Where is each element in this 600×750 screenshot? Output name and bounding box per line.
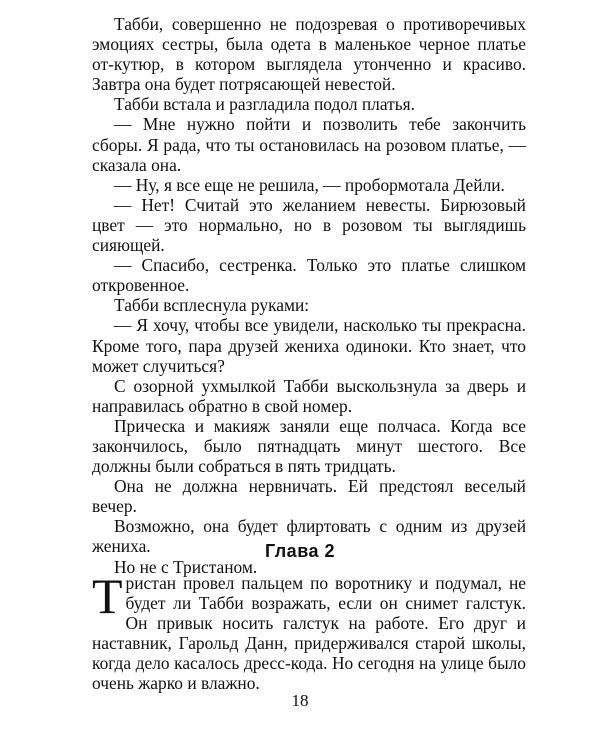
paragraph: Табби встала и разгладила подол платья. [114, 94, 415, 115]
paragraph: — Мне нужно пойти и позволить тебе закончить сборы. Я рада, что ты остановилась на розовом платье, — сказала она. [92, 114, 526, 175]
drop-cap: Т [92, 568, 123, 624]
paragraph-text: ристан провел пальцем по воротнику и подумал, не будет ли Табби возражать, если он снимет галстук. Он привык носить галстук на работе. Его друг и наставник, Гарольд Данн, придерживался старой школы, когда дело касалось дресс-кода. Но сегодня на улице было очень жарко и влажно. [92, 573, 526, 694]
paragraph: — Спасибо, сестренка. Только это платье слишком откровенное. [92, 255, 526, 296]
chapter-heading: Глава 2 [264, 541, 336, 561]
paragraph: — Нет! Считай это желанием невесты. Бирюзовый цвет — это нормально, но в розовом ты выглядишь сияющей. [92, 194, 526, 256]
paragraph: Возможно, она будет флиртовать с одним из друзей жениха. [92, 516, 526, 557]
chapter-opening-paragraph [92, 568, 526, 694]
page-number: 18 [291, 691, 309, 710]
chapter-text [92, 568, 526, 694]
paragraph: Прическа и макияж заняли еще полчаса. Когда все закончилось, было пятнадцать минут шестого. Все должны были собраться в пять тридцать. [92, 415, 526, 477]
paragraph: Табби всплеснула руками: [114, 295, 310, 316]
paragraph: Она не должна нервничать. Ей предстоял веселый вечер. [92, 476, 526, 517]
paragraph: Но не с Тристаном. [114, 556, 258, 577]
section-text [92, 14, 526, 577]
paragraph: С озорной ухмылкой Табби выскользнула за дверь и направилась обратно в свой номер. [92, 375, 526, 416]
paragraph: Табби, совершенно не подозревая о противоречивых эмоциях сестры, была одета в маленькое черное платье от-кутюр, в котором выглядела утонченно и красиво. Завтра она будет потрясающей невестой. [92, 14, 526, 95]
paragraph: — Я хочу, чтобы все увидели, насколько ты прекрасна. Кроме того, пара друзей жениха одиноки. Кто знает, что может случиться? [92, 315, 526, 376]
paragraph: — Ну, я все еще не решила, — пробормотала Дейли. [114, 174, 505, 195]
